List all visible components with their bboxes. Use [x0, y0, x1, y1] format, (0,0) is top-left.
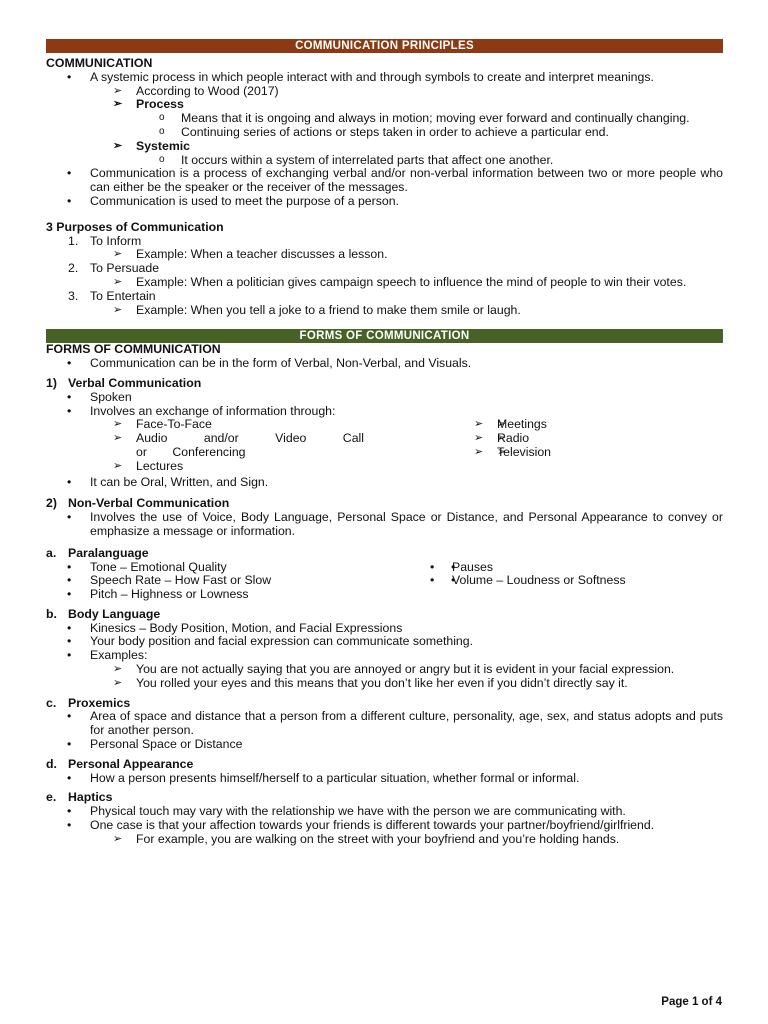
item-label: To Persuade — [90, 261, 160, 276]
heading-text: Non-Verbal Communication — [68, 496, 230, 511]
heading-text: Paralanguage — [68, 545, 149, 560]
item-number: 3. — [68, 288, 79, 303]
arrow-item: ➢ Audio and/or Video Call or Conferencing — [46, 432, 364, 460]
page-number: Page 1 of 4 — [661, 996, 722, 1008]
heading-text: Verbal Communication — [68, 375, 202, 390]
arrow-item: ➢ You rolled your eyes and this means that you don’t like her even if you didn’t directly say it. — [46, 677, 723, 691]
heading-haptics — [46, 791, 723, 805]
item-number: 2. — [68, 261, 79, 276]
sub-item: o It occurs within a system of interrelated parts that affect one another. — [46, 154, 723, 168]
bullet: • • Volume – Loudness or Softness — [430, 574, 723, 588]
bullet: • A systemic process in which people interact with and through symbols to create and interpret meanings. — [46, 71, 723, 85]
bullet: • Involves the use of Voice, Body Language, Personal Space or Distance, and Personal Appearance to convey or emphasize a message or information. — [46, 511, 723, 539]
sub-item: o Continuing series of actions or steps taken in order to achieve a particular end. — [46, 126, 723, 140]
item-letter: a. — [46, 545, 57, 560]
heading-verbal — [46, 377, 723, 391]
item-number: 1. — [68, 233, 79, 248]
bullet: • Personal Space or Distance — [46, 738, 723, 752]
arrow-item: ➢ For example, you are walking on the street with your boyfriend and you’re holding hands. — [46, 833, 723, 847]
item-number: 1) — [46, 375, 57, 390]
bullet: • How a person presents himself/herself to a particular situation, whether formal or informal. — [46, 772, 723, 786]
bullet: • Communication can be in the form of Verbal, Non-Verbal, and Visuals. — [46, 357, 723, 371]
heading-text: Proxemics — [68, 695, 131, 710]
heading-forms: FORMS OF COMMUNICATION — [46, 342, 221, 357]
arrow-item: ➢ You are not actually saying that you are annoyed or angry but it is evident in your facial expression. — [46, 663, 723, 677]
numbered-item — [46, 290, 723, 304]
bullet: • Communication is a process of exchanging verbal and/or non-verbal information between two or more people who can either be the speaker or the receiver of the messages. — [46, 167, 723, 195]
bullet: • It can be Oral, Written, and Sign. — [46, 476, 723, 490]
arrow-item: ➢ ➢ Television — [430, 446, 690, 460]
arrow-item: ➢ Lectures — [46, 460, 364, 474]
document-page — [46, 39, 723, 847]
item-number: 2) — [46, 496, 57, 511]
arrow-item: ➢ ➢ Radio — [430, 432, 690, 446]
heading-text: Body Language — [68, 606, 161, 621]
bullet: • Speech Rate – How Fast or Slow — [46, 574, 430, 588]
item-label: To Inform — [90, 233, 142, 248]
two-column-list — [46, 561, 723, 602]
heading-text: Personal Appearance — [68, 756, 194, 771]
heading-purposes: 3 Purposes of Communication — [46, 219, 224, 234]
bullet: • Examples: — [46, 649, 723, 663]
heading-nonverbal — [46, 497, 723, 511]
section-bar-forms: FORMS OF COMMUNICATION — [46, 329, 723, 343]
bullet: • Your body position and facial expression can communicate something. — [46, 635, 723, 649]
bullet: • Spoken — [46, 391, 723, 405]
arrow-item-process: ➢ Process — [46, 98, 723, 112]
arrow-icon: ➢ ➢ — [474, 418, 484, 431]
section-bar-principles: COMMUNICATION PRINCIPLES — [46, 39, 723, 53]
bullet: • Physical touch may vary with the relationship we have with the person we are communicating with. — [46, 805, 723, 819]
bullet-icon: • • — [430, 573, 435, 588]
arrow-icon: ➢ ➢ — [474, 445, 484, 458]
heading-body-language — [46, 608, 723, 622]
bullet: • Communication is used to meet the purpose of a person. — [46, 195, 723, 209]
bullet: • • Pauses — [430, 561, 723, 575]
bullet: • Pitch – Highness or Lowness — [46, 588, 430, 602]
bullet-icon: • • — [430, 559, 435, 574]
sub-item: o Means that it is ongoing and always in motion; moving ever forward and continually changing. — [46, 112, 723, 126]
bullet: • Tone – Emotional Quality — [46, 561, 430, 575]
numbered-item — [46, 262, 723, 276]
arrow-icon: ➢ ➢ — [474, 432, 484, 445]
arrow-item: ➢ Example: When you tell a joke to a friend to make them smile or laugh. — [46, 304, 723, 318]
arrow-item: ➢ ➢ Meetings — [430, 418, 690, 432]
heading-paralanguage — [46, 547, 723, 561]
arrow-item: ➢ Example: When a politician gives campaign speech to influence the mind of people to win their votes. — [46, 276, 723, 290]
arrow-item: ➢ Face-To-Face — [46, 418, 364, 432]
bullet: • Area of space and distance that a person from a different culture, personality, age, sex, and status adopts and puts for another person. — [46, 710, 723, 738]
arrow-item: ➢ Example: When a teacher discusses a lesson. — [46, 248, 723, 262]
arrow-item-systemic: ➢ Systemic — [46, 140, 723, 154]
item-letter: b. — [46, 606, 57, 621]
item-letter: e. — [46, 790, 57, 805]
bullet: • One case is that your affection towards your friends is different towards your partner/boyfriend/girlfriend. — [46, 819, 723, 833]
numbered-item — [46, 235, 723, 249]
heading-text: Haptics — [68, 790, 113, 805]
two-column-list — [46, 418, 723, 473]
heading-communication: COMMUNICATION — [46, 56, 153, 70]
arrow-item: ➢ According to Wood (2017) — [46, 85, 723, 99]
bullet: • Kinesics – Body Position, Motion, and Facial Expressions — [46, 622, 723, 636]
item-letter: d. — [46, 756, 57, 771]
heading-proxemics — [46, 697, 723, 711]
item-label: To Entertain — [90, 288, 156, 303]
heading-personal-appearance — [46, 758, 723, 772]
item-letter: c. — [46, 695, 57, 710]
bullet: • Involves an exchange of information through: — [46, 405, 723, 419]
